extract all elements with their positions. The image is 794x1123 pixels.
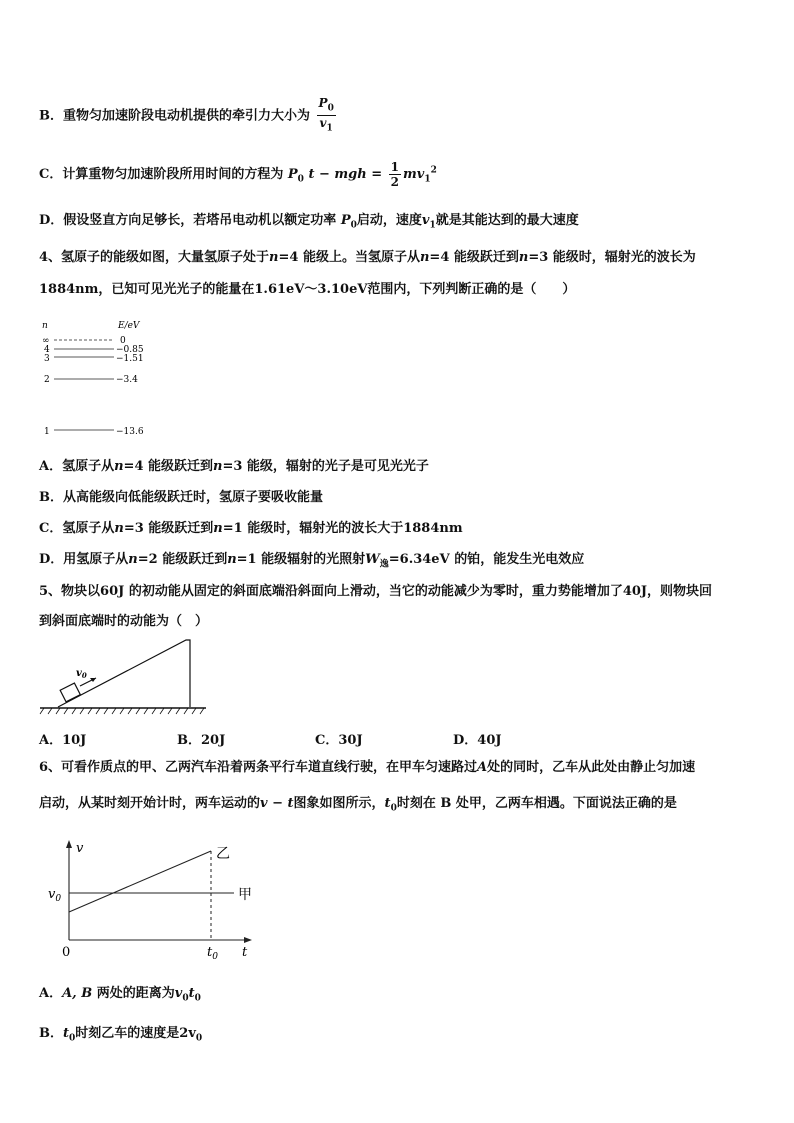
q5-option-b: B．20J [177, 733, 226, 748]
q4-option-b: B．从高能级向低能级跃迁时，氢原子要吸收能量 [39, 490, 323, 505]
diagram-n-label: n [42, 321, 48, 331]
velocity-label: $v_0$ [76, 668, 87, 680]
sliding-block [60, 683, 80, 702]
ground-hatch [40, 708, 204, 714]
energy-level-diagram [38, 316, 178, 441]
q3-option-c-text: C．计算重物匀加速阶段所用时间的方程为 [39, 167, 284, 182]
t-axis-label: t [242, 945, 248, 960]
fraction-half: $\frac{1}{2}$ [390, 160, 400, 189]
fraction-p0-over-v1: $\frac{P_0}{v_1}$ [318, 96, 334, 134]
level-3-n: 3 [44, 354, 50, 364]
yi-label: 乙 [216, 846, 230, 862]
q6-option-a: A．A, B 两处的距离为$v_0t_0$ [39, 986, 201, 1004]
q4-option-c: C．氢原子从n=3 能级跃迁到n=1 能级时，辐射光的波长大于1884nm [39, 521, 463, 536]
level-2-e: −3.4 [116, 375, 138, 385]
q5-option-a: A．10J [39, 733, 87, 748]
level-4-n: 4 [44, 345, 50, 355]
incline-diagram [38, 636, 208, 718]
q4-option-d: D．用氢原子从n=2 能级跃迁到n=1 能级辐射的光照射$W_逸=6.34eV$ 的铂，能发生光电效应 [39, 552, 585, 570]
q3-option-b [39, 96, 338, 136]
level-1-n: 1 [44, 427, 50, 437]
q3-option-d: D．假设竖直方向足够长，若塔吊电动机以额定功率 $P_0$启动，速度$v_1$就是其能达到的最大速度 [39, 213, 579, 231]
q5-option-d: D．40J [453, 733, 502, 748]
level-inf-e: 0 [120, 336, 126, 346]
v-axis-label: v [76, 841, 84, 856]
diagram-e-label: E/eV [118, 321, 140, 331]
q5-option-c: C．30J [315, 733, 363, 748]
origin-label: 0 [62, 945, 71, 960]
level-2-n: 2 [44, 375, 50, 385]
jia-label: 甲 [238, 887, 252, 903]
q6-stem-line1: 6、可看作质点的甲、乙两汽车沿着两条平行车道直线行驶，在甲车匀速路过A处的同时，乙车从此处由静止匀加速 [39, 760, 696, 775]
v0-label: $v_0$ [48, 887, 62, 904]
q5-stem-line1: 5、物块以60J 的初动能从固定的斜面底端沿斜面向上滑动，当它的动能减少为零时，重力势能增加了40J，则物块回 [39, 584, 713, 599]
t-axis-arrow [244, 937, 252, 943]
q3-option-b-text: B．重物匀加速阶段电动机提供的牵引力大小为 [39, 108, 310, 124]
v-axis-arrow [66, 840, 72, 848]
q6-option-b: B．$t_0$时刻乙车的速度是$2v_0$ [39, 1026, 203, 1044]
q4-option-a: A．氢原子从n=4 能级跃迁到n=3 能级，辐射的光子是可见光光子 [39, 459, 429, 474]
level-3-e: −1.51 [116, 354, 144, 364]
level-inf-n: ∞ [42, 336, 50, 346]
yi-line [69, 851, 211, 912]
q4-stem-line2: 1884nm，已知可见光光子的能量在1.61eV～3.10eV范围内，下列判断正确的是（ ） [39, 282, 576, 297]
q6-stem-line2: 启动，从某时刻开始计时，两车运动的v − t图象如图所示，$t_0$时刻在 B 处甲，乙两车相遇。下面说法正确的是 [39, 796, 677, 814]
level-1-e: −13.6 [116, 427, 144, 437]
vt-graph [44, 838, 264, 966]
level-4-e: −0.85 [116, 345, 144, 355]
q3-option-c: C．计算重物匀加速阶段所用时间的方程为 $P_0$ t − mgh = $\frac{1}{2}$ $mv_1^2$ [39, 160, 437, 189]
q5-stem-line2: 到斜面底端时的动能为（ ） [39, 614, 209, 629]
q4-stem-line1: 4、氢原子的能级如图，大量氢原子处于n=4 能级上。当氢原子从n=4 能级跃迁到n=3 能级时，辐射光的波长为 [39, 250, 696, 265]
t0-label: $t_0$ [207, 945, 218, 962]
